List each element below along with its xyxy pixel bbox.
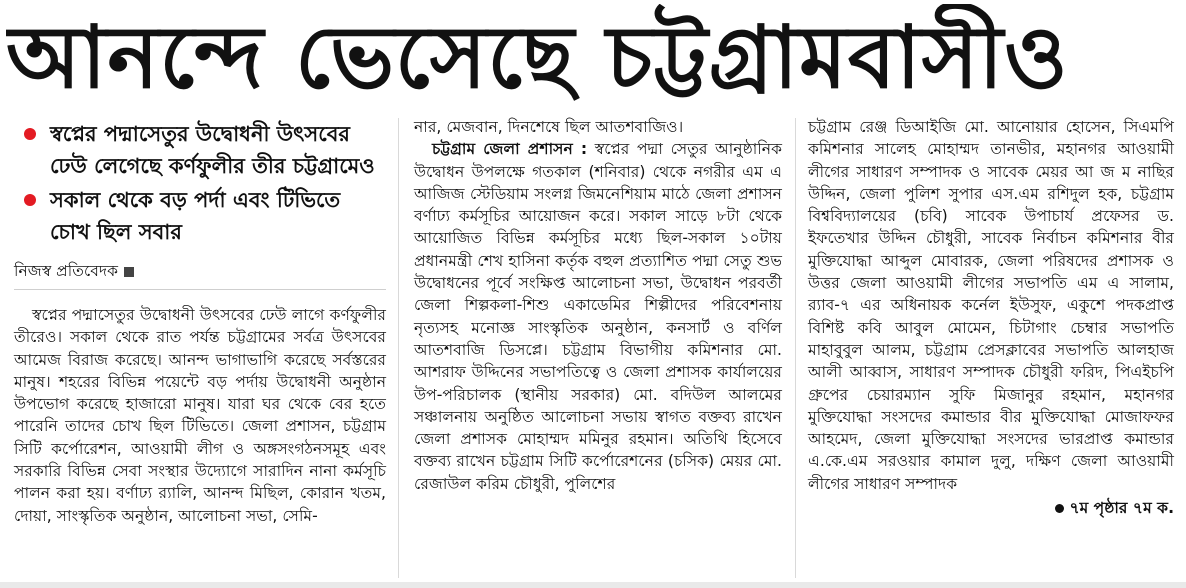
body-paragraph: চট্টগ্রাম রেঞ্জ ডিআইজি মো. আনোয়ার হোসেন, সিএমপি কমিশনার সালেহ মোহাম্মদ তানভীর, মহানগর আওয়ামী লীগের সাধারণ সম্পাদক ও সাবেক মেয়র আ জ ম নাছির উদ্দিন, জেলা পুলিশ সুপার এস.এম রশিদুল হক, চট্টগ্রাম বিশ্ববিদ্যালয়ের (চবি) সাবেক উপাচার্য প্রফেসর ড. ইফতেখার উদ্দিন চৌধুরী, সাবেক নির্বাচন কমিশনার বীর মুক্তিযোদ্ধা আব্দুল মোবারক, জেলা পরিষদের প্রশাসক ও উত্তর জেলা আওয়ামী লীগের সভাপতি এম এ সালাম, র‌্যাব-৭ এর অধিনায়ক কর্নেল ইউসুফ, একুশে পদকপ্রাপ্ত বিশিষ্ট কবি আবুল মোমেন, চিটাগাং চেম্বার সভাপতি মাহাবুবুল আলম, চট্টগ্রাম প্রেসক্লাবের সভাপতি আলহাজ আলী আব্বাস, সাধারণ সম্পাদক চৌধুরী ফরিদ, পিএইচপি গ্রুপের চেয়ারম্যান সুফি মিজানুর রহমান, মহানগর মুক্তিযোদ্ধা সংসদের কমান্ডার বীর মুক্তিযোদ্ধা মোজাফফর আহমেদ, জেলা মুক্তিযোদ্ধা সংসদের ভারপ্রাপ্ত কমান্ডার এ.কে.এম সরওয়ার কামাল দুলু, দক্ষিণ জেলা আওয়ামী লীগের সাধারণ সম্পাদক: [808, 118, 1174, 493]
bullet-text: স্বপ্নের পদ্মাসেতুর উদ্বোধনী উৎসবের ঢেউ লেগেছে কর্ণফুলীর তীর চট্টগ্রামেও: [50, 122, 375, 178]
column-1: [14, 118, 386, 527]
body-paragraph: স্বপ্নের পদ্মাসেতুর উদ্বোধনী উৎসবের ঢেউ লাগে কর্ণফুলীর তীরেও। সকাল থেকে রাত পর্যন্ত চট্টগ্রামের সর্বত্র উৎসবের আমেজ বিরাজ করেছে। আনন্দ ভাগাভাগি করেছে সর্বস্তরের মানুষ। শহরের বিভিন্ন পয়েন্টে বড় পর্দায় উদ্বোধনী অনুষ্ঠান উপভোগ করেছে হাজারো মানুষ। যারা ঘর থেকে বের হতে পারেনি তাদের চোখ ছিল টিভিতে। জেলা প্রশাসন, চট্টগ্রাম সিটি কর্পোরেশন, আওয়ামী লীগ ও অঙ্গসংগঠনসমূহ এবং সরকারি বিভিন্ন সেবা সংস্থার উদ্যোগে সারাদিন নানা কর্মসূচি পালন করা হয়। বর্ণাঢ্য র‌্যালি, আনন্দ মিছিল, কোরান খতম, দোয়া, সাংস্কৃতিক অনুষ্ঠান, আলোচনা সভা, সেমি-: [14, 306, 386, 525]
continued-text: ৭ম পৃষ্ঠার ৭ম ক.: [1069, 499, 1174, 518]
headline: আনন্দে ভেসেছে চট্টগ্রামবাসীও: [6, 8, 1069, 108]
column-3: [808, 116, 1174, 519]
highlight-bullet: [14, 184, 386, 248]
byline-text: নিজস্ব প্রতিবেদক: [14, 262, 119, 280]
column-2: [414, 116, 782, 495]
highlight-bullet: [14, 118, 386, 182]
red-dot-icon: [24, 128, 36, 140]
bullet-dot-icon: [1055, 504, 1064, 513]
red-dot-icon: [24, 194, 36, 206]
section-text: স্বপ্নের পদ্মা সেতুর আনুষ্ঠানিক উদ্বোধন উপলক্ষে গতকাল (শনিবার) থেকে নগরীর এম এ আজিজ স্টেডিয়াম সংলগ্ন জিমনেশিয়াম মাঠে জেলা প্রশাসন বর্ণাঢ্য কর্মসূচির আয়োজন করে। সকাল সাড়ে ৮টা থেকে আয়োজিত বিভিন্ন কর্মসূচির মধ্যে ছিল-সকাল ১০টায় প্রধানমন্ত্রী শেখ হাসিনা কর্তৃক বহুল প্রত্যাশিত পদ্মা সেতু শুভ উদ্বোধনের পূর্বে সংক্ষিপ্ত আলোচনা সভা, উদ্বোধন পরবর্তী জেলা শিল্পকলা-শিশু একাডেমির শিল্পীদের পরিবেশনায় নৃত্যসহ মনোজ্ঞ সাংস্কৃতিক অনুষ্ঠান, কনসার্ট ও বর্ণিল আতশবাজি ডিসপ্লে। চট্টগ্রাম বিভাগীয় কমিশনার মো. আশরাফ উদ্দিনের সভাপতিত্বে ও জেলা প্রশাসক কার্যালয়ের উপ-পরিচালক (স্থানীয় সরকার) মো. বদিউল আলমের সঞ্চালনায় অনুষ্ঠিত আলোচনা সভায় স্বাগত বক্তব্য রাখেন জেলা প্রশাসক মোহাম্মদ মমিনুর রহমান। অতিথি হিসেবে বক্তব্য রাখেন চট্টগ্রাম সিটি কর্পোরেশনের (চসিক) মেয়র মো. রেজাউল করিম চৌধুরী, পুলিশের: [414, 140, 782, 493]
bullet-text: সকাল থেকে বড় পর্দা এবং টিভিতে চোখ ছিল সবার: [50, 188, 341, 244]
square-marker-icon: [124, 267, 134, 277]
column-divider: [398, 118, 399, 578]
section-lead: চট্টগ্রাম জেলা প্রশাসন :: [432, 140, 588, 159]
column-divider: [795, 118, 796, 578]
body-paragraph: [414, 138, 782, 495]
byline: [14, 260, 386, 282]
page-bottom-bar: [0, 582, 1186, 588]
continued-on: [808, 497, 1174, 519]
byline-divider: [14, 289, 386, 290]
body-paragraph: নার, মেজবান, দিনশেষে ছিল আতশবাজিও।: [414, 118, 684, 136]
